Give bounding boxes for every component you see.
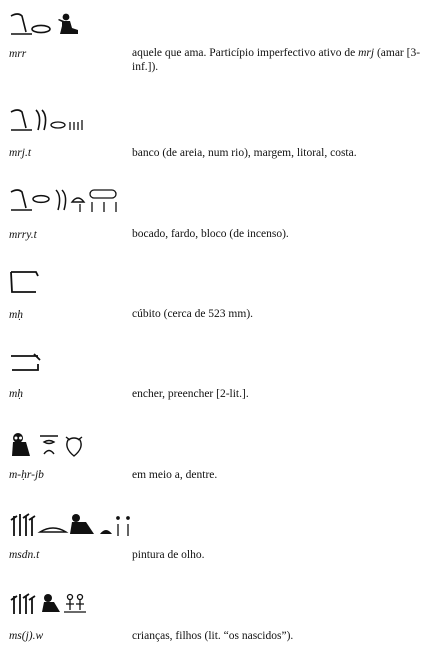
cartouche-icon	[90, 190, 116, 198]
mouth-icon	[32, 25, 50, 32]
plant-icon	[11, 594, 35, 614]
transliteration: mrj.t	[9, 147, 32, 159]
meaning: pintura de olho.	[132, 549, 205, 561]
forearm-cubit-icon	[11, 354, 40, 370]
hieroglyph-group	[8, 10, 88, 40]
hieroglyph-group	[8, 186, 128, 216]
hieroglyph-group	[8, 350, 48, 380]
hieroglyph-group	[8, 266, 48, 296]
heart-jar-icon	[66, 437, 82, 456]
seated-man-icon	[58, 14, 78, 34]
child-figures-icon	[64, 595, 86, 613]
meaning: bocado, fardo, bloco (de incenso).	[132, 228, 289, 240]
transliteration: mrry.t	[9, 229, 37, 241]
owl-icon	[12, 433, 30, 456]
plural-strokes-icon	[117, 517, 129, 536]
hieroglyph-group	[8, 430, 98, 460]
chisel-icon	[11, 110, 32, 130]
transliteration: mḥ	[9, 388, 24, 400]
bread-icon	[72, 198, 84, 202]
reed-leaves-icon	[36, 110, 46, 130]
meaning: em meio a, dentre.	[132, 469, 218, 481]
transliteration: mrr	[9, 48, 27, 60]
transliteration: m-ḥr-jb	[9, 469, 44, 481]
bread-icon	[100, 530, 112, 534]
meaning	[132, 46, 436, 74]
plural-strokes-icon	[80, 202, 116, 212]
meaning: banco (de areia, num rio), margem, litoral, costa.	[132, 147, 357, 159]
meaning-text: aquele que ama. Particípio imperfectivo ativo de	[132, 47, 359, 59]
meaning-italic: mrj	[358, 47, 375, 59]
bird-icon	[42, 594, 60, 612]
transliteration: mḥ	[9, 309, 24, 321]
vulture-icon	[70, 514, 94, 534]
mouth-icon	[33, 196, 49, 203]
meaning: cúbito (cerca de 523 mm).	[132, 308, 254, 320]
forearm-cubit-icon	[11, 272, 38, 292]
transliteration: msdn.t	[9, 549, 40, 561]
transliteration: ms(j).w	[9, 630, 44, 642]
meaning-text: (amar [3-inf.]).	[132, 47, 421, 73]
chisel-icon	[11, 14, 32, 34]
bread-icon	[40, 528, 66, 532]
plant-icon	[11, 514, 35, 536]
meaning: encher, preencher [2-lit.].	[132, 388, 249, 400]
face-icon	[40, 436, 58, 454]
meaning: crianças, filhos (lit. “os nascidos”).	[132, 630, 294, 642]
hieroglyph-group	[8, 106, 98, 136]
reed-leaves-icon	[56, 190, 66, 210]
hieroglyph-group	[8, 590, 98, 620]
chisel-icon	[11, 190, 32, 210]
land-strip-icon	[51, 120, 82, 130]
hieroglyph-group	[8, 510, 138, 540]
